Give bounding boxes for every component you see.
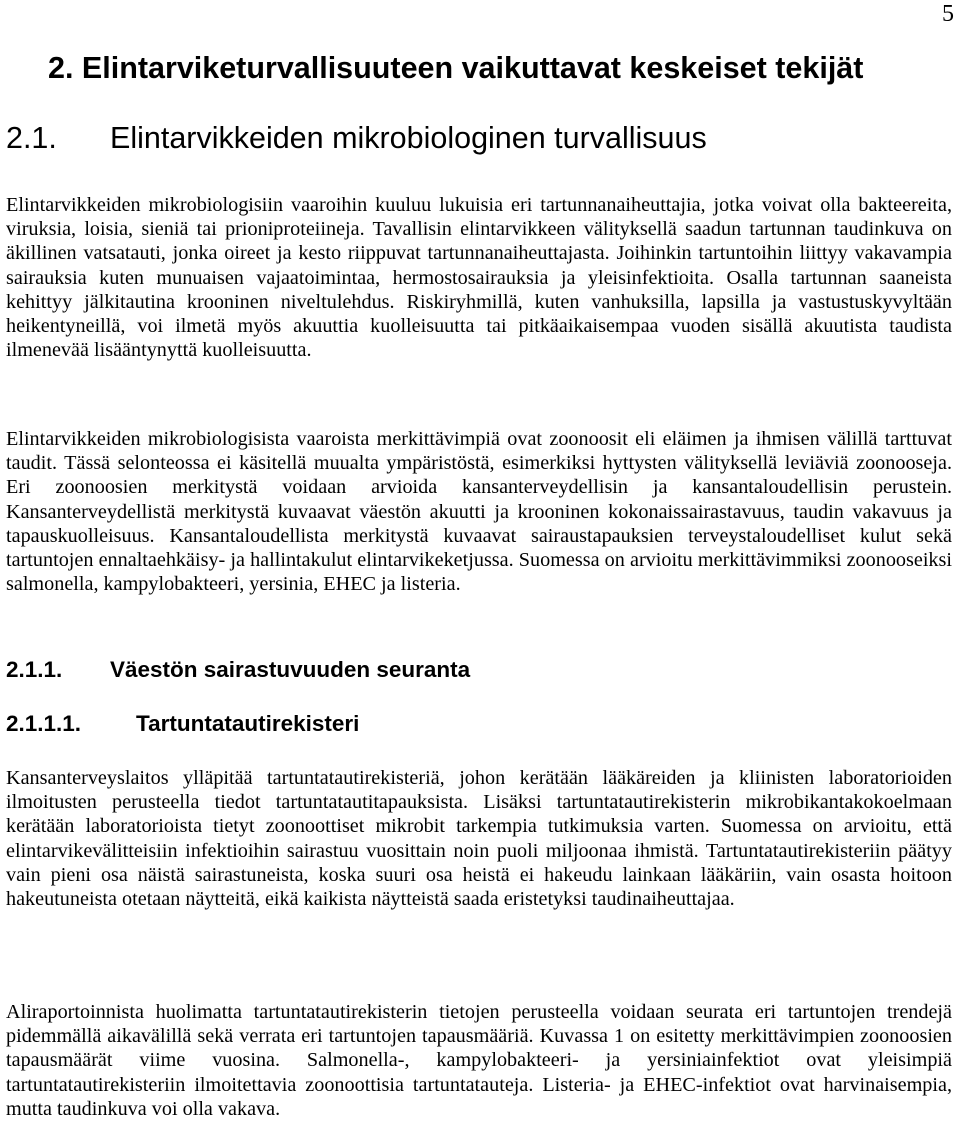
- section-title: Elintarvikkeiden mikrobiologinen turvallisuus: [110, 121, 707, 155]
- paragraph-microbiological-hazards: Elintarvikkeiden mikrobiologisiin vaaroihin kuuluu lukuisia eri tartunnanaiheuttajia, jotka voivat olla bakteereita, viruksia, loisia, sieniä tai prioniproteiineja. Tavallisin elintarvikkeen välityksellä saadun tartunnan taudinkuva on äkillinen vatsatauti, jonka oireet ja kesto riippuvat tartunnanaiheuttajasta. Joihinkin tartuntoihin liittyy vakavampia sairauksia kuten munuaisen vajaatoimintaa, hermostosairauksia ja yleisinfektioita. Osalla tartunnan saaneista kehittyy jälkitautina krooninen niveltulehdus. Riskiryhmillä, kuten vanhuksilla, lapsilla ja vastustuskyvyltään heikentyneillä, voi ilmetä myös akuuttia kuolleisuutta tai pitkäaikaisempaa vuoden sisällä akuutista taudista ilmenevää lisääntynyttä kuolleisuutta.: [6, 194, 952, 362]
- subsubsection-number: 2.1.1.1.: [6, 711, 82, 736]
- section-heading: [6, 118, 707, 158]
- page-number: 5: [942, 1, 954, 27]
- paragraph-underreporting: Aliraportoinnista huolimatta tartuntatautirekisterin tietojen perusteella voidaan seurata eri tartuntojen trendejä pidemmällä aikavälillä sekä verrata eri tartuntojen tapausmääriä. Kuvassa 1 on esitetty merkittävimpien zoonoosien tapausmäärät viime vuosina. Salmonella-, kampylobakteeri- ja yersiniainfektiot ovat yleisimpiä tartuntatautirekisteriin ilmoitettavia zoonoottisia tartuntatauteja. Listeria- ja EHEC-infektiot ovat harvinaisempia, mutta taudinkuva voi olla vakava.: [6, 1001, 952, 1120]
- section-number: 2.1.: [6, 121, 57, 155]
- chapter-heading: 2. Elintarviketurvallisuuteen vaikuttavat keskeiset tekijät: [48, 51, 864, 85]
- subsubsection-heading: [6, 710, 359, 738]
- subsection-heading: [6, 656, 470, 684]
- subsection-title: Väestön sairastuvuuden seuranta: [110, 657, 471, 682]
- subsection-number: 2.1.1.: [6, 657, 63, 682]
- subsubsection-title: Tartuntatautirekisteri: [136, 711, 360, 736]
- paragraph-zoonoses: Elintarvikkeiden mikrobiologisista vaaroista merkittävimpiä ovat zoonoosit eli eläimen ja ihmisen välillä tarttuvat taudit. Tässä selonteossa ei käsitellä muualta ympäristöstä, esimerkiksi hyttysten välityksellä leviäviä zoonooseja. Eri zoonoosien merkitystä voidaan arvioida kansanterveydellisin ja kansantaloudellisin perustein. Kansanterveydellistä merkitystä kuvaavat väestön akuutti ja krooninen kokonaissairastavuus, taudin vakavuus ja tapauskuolleisuus. Kansantaloudellista merkitystä kuvaavat sairaustapauksien terveystaloudelliset kulut sekä tartuntojen ennaltaehkäisy- ja hallintakulut elintarvikeketjussa. Suomessa on arvioitu merkittävimmiksi zoonooseiksi salmonella, kampylobakteeri, yersinia, EHEC ja listeria.: [6, 428, 952, 596]
- paragraph-register-overview: Kansanterveyslaitos ylläpitää tartuntatautirekisteriä, johon kerätään lääkäreiden ja kliinisten laboratorioiden ilmoitusten perusteella tiedot tartuntatautitapauksista. Lisäksi tartuntatautirekisterin mikrobikantakokoelmaan kerätään laboratorioista tietyt zoonoottiset mikrobit tarkempia tutkimuksia varten. Suomessa on arvioitu, että elintarvikevälitteisiin infektioihin sairastuu vuosittain noin puoli miljoonaa ihmistä. Tartuntatautirekisteriin päätyy vain pieni osa näistä sairastuneista, koska suuri osa heistä ei hakeudu lainkaan lääkäriin, vain osasta hoitoon hakeutuneista otetaan näytteitä, eikä kaikista näytteistä saada eristetyksi taudinaiheuttajaa.: [6, 767, 952, 911]
